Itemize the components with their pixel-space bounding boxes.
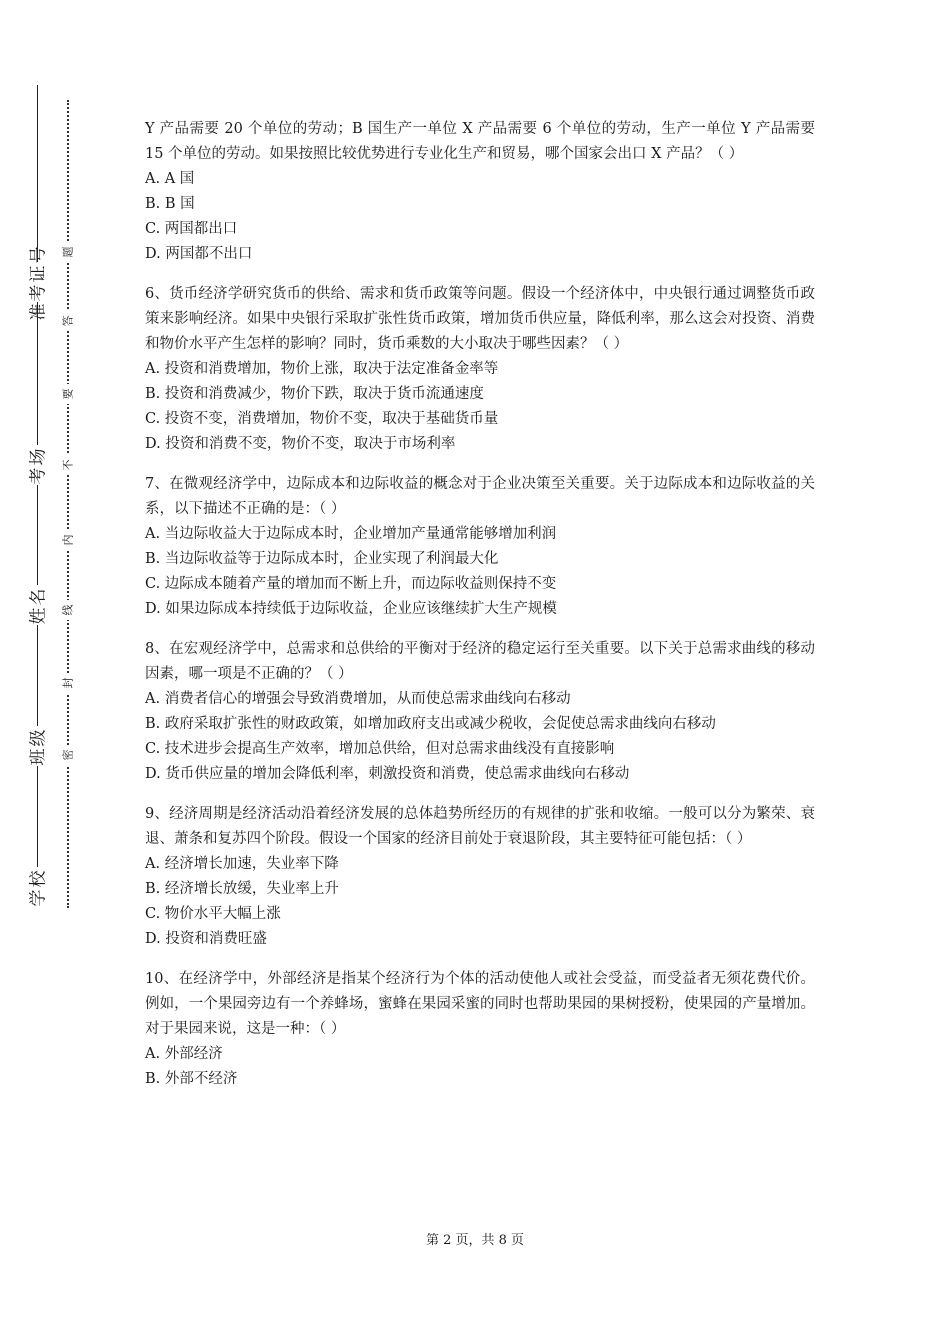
option-d: D. 如果边际成本持续低于边际收益，企业应该继续扩大生产规模 (145, 601, 557, 617)
question-6 (145, 282, 815, 457)
option-c: C. 两国都出口 (145, 221, 238, 237)
page-footer: 第 2 页，共 8 页 (425, 1233, 525, 1248)
seal-char (57, 745, 77, 765)
option-a: A. 投资和消费增加，物价上涨，取决于法定准备金率等 (145, 361, 499, 377)
question-stem: 8、在宏观经济学中，总需求和总供给的平衡对于经济的稳定运行至关重要。以下关于总需求曲线的移动因素，哪一项是不正确的？（ ） (145, 641, 815, 682)
seal-char (57, 455, 77, 475)
option-b: B. 政府采取扩张性的财政政策，如增加政府支出或减少税收，会促使总需求曲线向右移动 (145, 716, 716, 732)
option-d: D. 投资和消费不变，物价不变，取决于市场利率 (145, 436, 456, 452)
field-label: 班级 (28, 727, 49, 765)
option-d: D. 投资和消费旺盛 (145, 931, 267, 947)
seal-char (57, 311, 77, 331)
question-9 (145, 802, 815, 952)
seal-char-text: 答 (61, 315, 74, 327)
seal-char (57, 384, 77, 404)
binding-dotted-line (67, 100, 69, 908)
field-label: 考场 (28, 446, 49, 484)
question-content (145, 117, 815, 1107)
binding-margin (0, 0, 110, 1344)
seal-char-text: 不 (61, 459, 74, 471)
seal-char-text: 要 (61, 388, 74, 400)
question-5-continued (145, 117, 815, 267)
option-a: A. 外部经济 (145, 1046, 223, 1062)
question-stem: 7、在微观经济学中，边际成本和边际收益的概念对于企业决策至关重要。关于边际成本和边际收益的关系，以下描述不正确的是：（ ） (145, 476, 815, 517)
option-a: A. 当边际收益大于边际成本时，企业增加产量通常能够增加利润 (145, 526, 557, 542)
option-c: C. 技术进步会提高生产效率，增加总供给，但对总需求曲线没有直接影响 (145, 741, 615, 757)
question-7 (145, 472, 815, 622)
option-d: D. 货币供应量的增加会降低利率，刺激投资和消费，使总需求曲线向右移动 (145, 766, 630, 782)
seal-char (57, 530, 77, 550)
field-label: 准考证号 (28, 244, 49, 320)
field-school (16, 867, 56, 907)
option-d: D. 两国都不出口 (145, 246, 253, 262)
option-b: B. B 国 (145, 196, 195, 212)
option-c: C. 物价水平大幅上涨 (145, 906, 281, 922)
field-label: 姓名 (28, 586, 49, 624)
binding-solid-line (37, 85, 38, 905)
seal-char-text: 密 (61, 749, 74, 761)
seal-char (57, 673, 77, 693)
seal-char-text: 内 (61, 534, 74, 546)
question-stem: 6、货币经济学研究货币的供给、需求和货币政策等问题。假设一个经济体中，中央银行通过调整货币政策来影响经济。如果中央银行采取扩张性货币政策，增加货币供应量，降低利率，那么这会对投资、消费和物价水平产生怎样的影响？同时，货币乘数的大小取决于哪些因素？（ ） (145, 286, 815, 352)
option-c: C. 边际成本随着产量的增加而不断上升，而边际收益则保持不变 (145, 576, 557, 592)
option-a: A. A 国 (145, 171, 195, 187)
field-exam-id (16, 244, 56, 320)
field-exam-room (16, 445, 56, 485)
option-b: B. 投资和消费减少，物价下跌，取决于货币流通速度 (145, 386, 484, 402)
field-class (16, 726, 56, 766)
option-b: B. 经济增长放缓，失业率上升 (145, 881, 339, 897)
field-label: 学校 (28, 868, 49, 906)
seal-char-text: 线 (61, 604, 74, 616)
option-a: A. 消费者信心的增强会导致消费增加，从而使总需求曲线向右移动 (145, 691, 571, 707)
seal-char (57, 242, 77, 262)
field-name (16, 585, 56, 625)
option-a: A. 经济增长加速，失业率下降 (145, 856, 339, 872)
question-8 (145, 637, 815, 787)
seal-char-text: 封 (61, 677, 74, 689)
question-stem: 10、在经济学中，外部经济是指某个经济行为个体的活动使他人或社会受益，而受益者无须花费代价。例如，一个果园旁边有一个养蜂场，蜜蜂在果园采蜜的同时也帮助果园的果树授粉，使果园的产量增加。对于果园来说，这是一种：（ ） (145, 971, 815, 1037)
option-b: B. 当边际收益等于边际成本时，企业实现了利润最大化 (145, 551, 499, 567)
question-10 (145, 967, 815, 1092)
option-b: B. 外部不经济 (145, 1071, 238, 1087)
question-stem: 9、经济周期是经济活动沿着经济发展的总体趋势所经历的有规律的扩张和收缩。一般可以分为繁荣、衰退、萧条和复苏四个阶段。假设一个国家的经济目前处于衰退阶段，其主要特征可能包括：（ ） (145, 806, 815, 847)
seal-char (57, 600, 77, 620)
seal-char-text: 题 (61, 246, 74, 258)
question-stem: Y 产品需要 20 个单位的劳动；B 国生产一单位 X 产品需要 6 个单位的劳动，生产一单位 Y 产品需要 15 个单位的劳动。如果按照比较优势进行专业化生产和贸易，哪个国家会出口 X 产品？（ ） (145, 121, 815, 162)
option-c: C. 投资不变，消费增加，物价不变，取决于基础货币量 (145, 411, 499, 427)
